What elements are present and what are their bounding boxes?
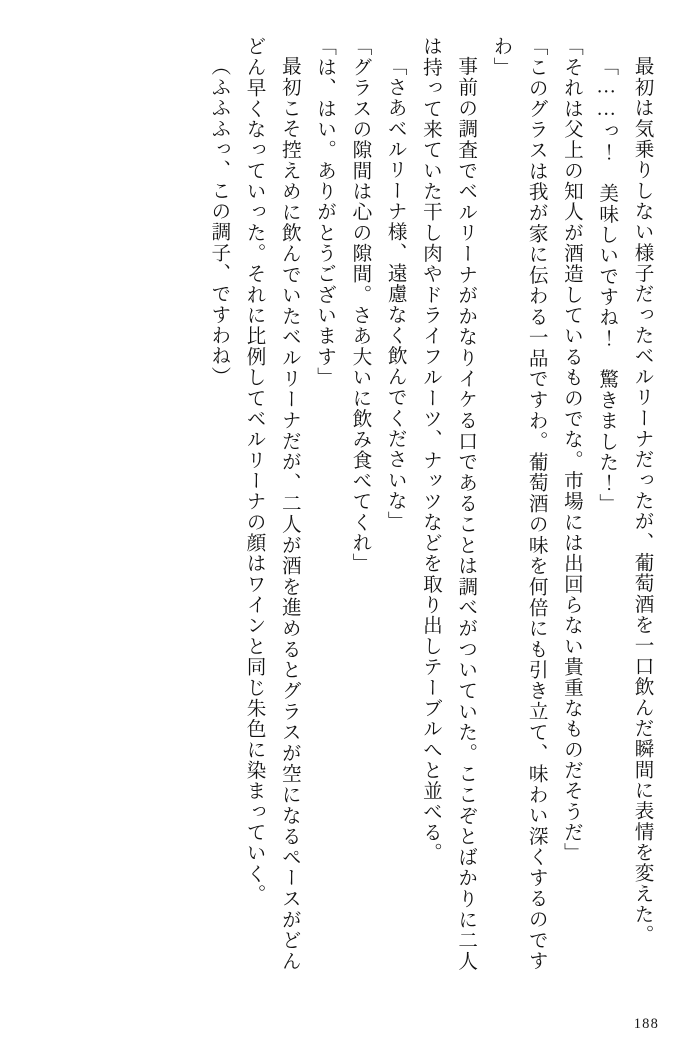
paragraph: 事前の調査でベルリーナがかなりイケる口であることは調べがついていた。ここぞとばかりに二人は持って来ていた干し肉やドライフルーツ、ナッツなどを取り出しテーブルへと並べる。 — [419, 36, 476, 971]
paragraph: 「は、はい。ありがとうございます」 — [313, 36, 335, 388]
paragraph: 最初は気乗りしない様子だったベルリーナだったが、葡萄酒を一口飲んだ瞬間に表情を変えた。 — [631, 55, 652, 945]
paragraph: （ふふふっ、この調子、ですわね） — [207, 55, 229, 387]
page-number: 188 — [633, 1016, 659, 1032]
paragraph: 「このグラスは我が家に伝わる一品ですわ。葡萄酒の味を何倍にも引き立て、味わい深くするのですわ」 — [489, 36, 547, 971]
paragraph: 最初こそ控えめに飲んでいたベルリーナだが、二人が酒を進めるとグラスが空になるペースがどんどん早くなっていった。それに比例してベルリーナの顔はワインと同じ朱色に染まっていく。 — [243, 36, 300, 971]
paragraph: 「……っ！ 美味しいですね！ 驚きました！」 — [595, 55, 617, 514]
paragraph: 「グラスの隙間は心の隙間。さあ大いに飲み食べてくれ」 — [348, 36, 370, 574]
paragraph: 「それは父上の知人が酒造しているものでな。市場には出回らない貴重なものだそうだ」 — [560, 36, 582, 864]
page-text-body — [59, 36, 659, 971]
paragraph: 「さあベルリーナ様、遠慮なく飲んでくださいな」 — [384, 55, 406, 532]
